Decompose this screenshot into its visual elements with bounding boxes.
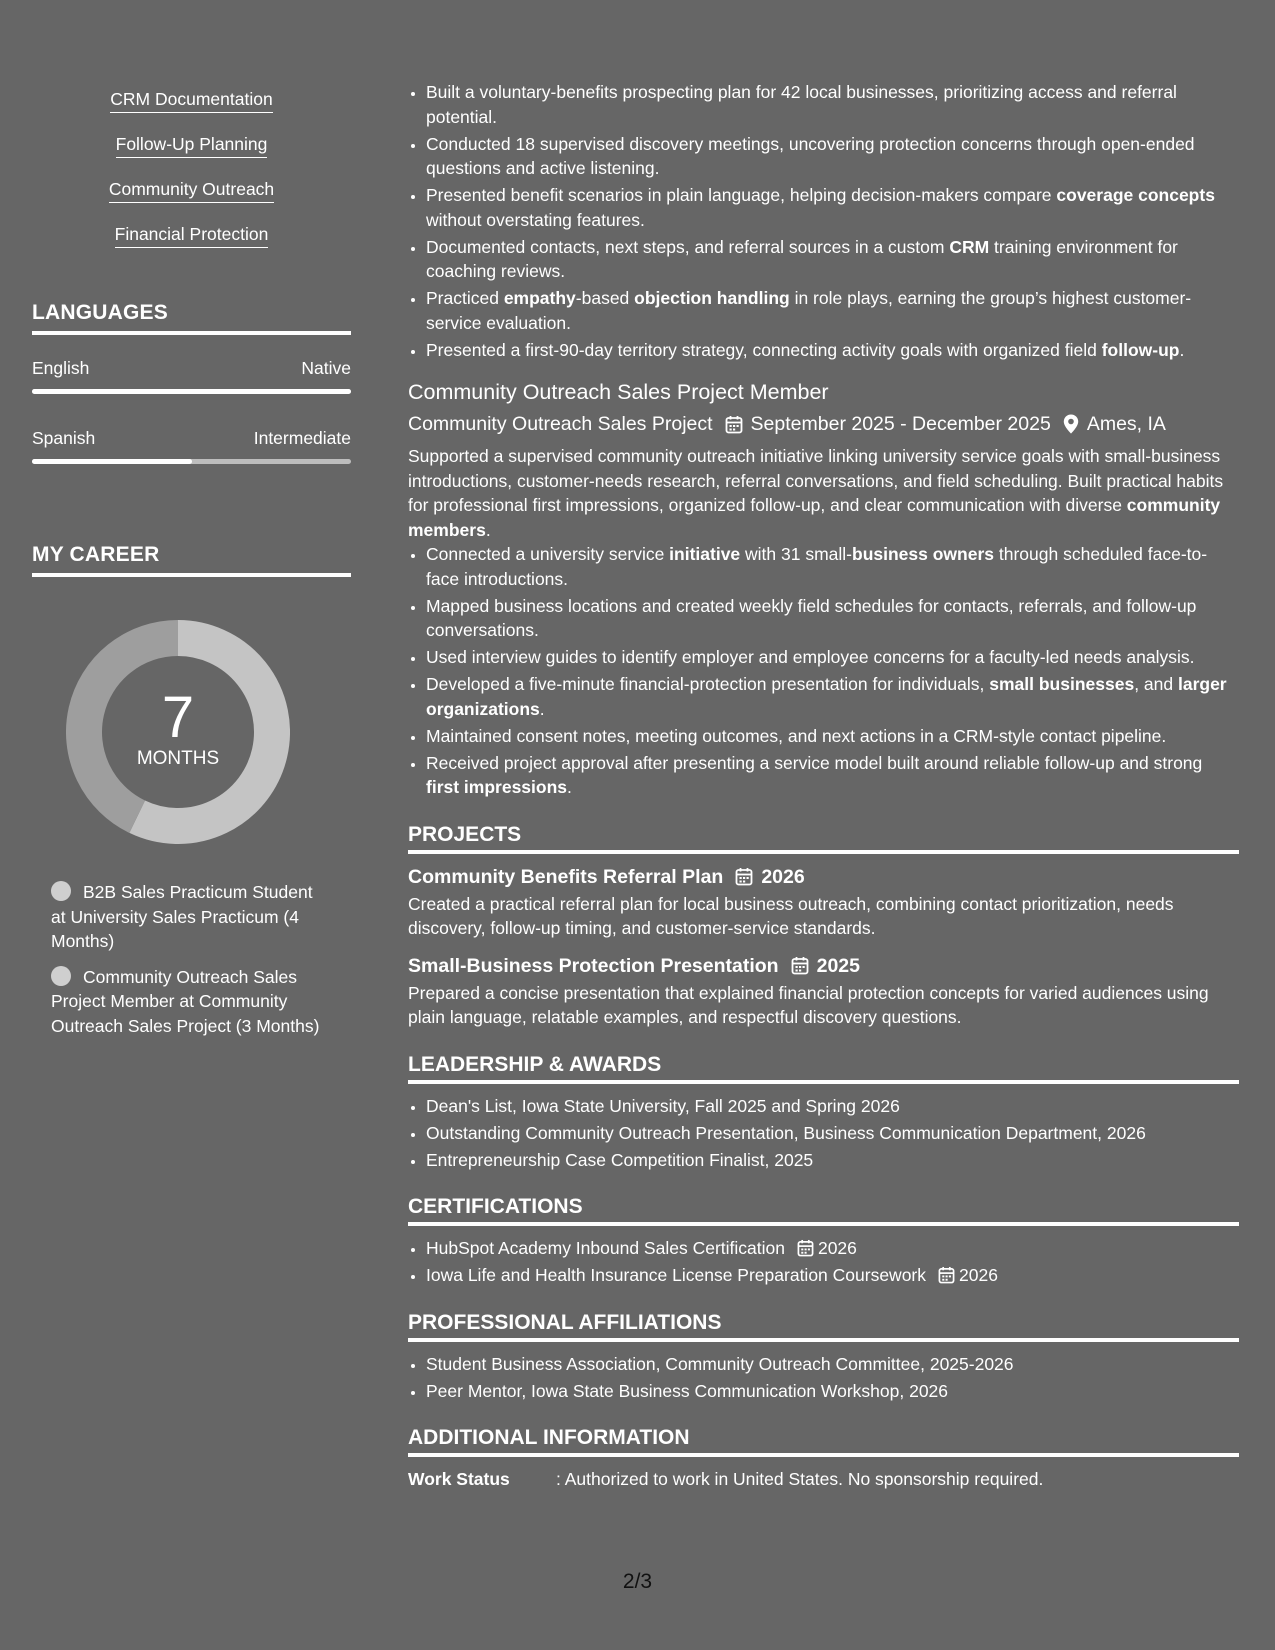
languages-heading: LANGUAGES	[32, 301, 351, 335]
project-title: Community Benefits Referral Plan	[408, 865, 724, 888]
work-status-value: : Authorized to work in United States. No sponsorship required.	[556, 1469, 1044, 1489]
additional-heading: ADDITIONAL INFORMATION	[408, 1425, 1239, 1457]
language-level: Native	[301, 358, 351, 378]
calendar-icon	[797, 1239, 814, 1257]
affiliations-heading: PROFESSIONAL AFFILIATIONS	[408, 1310, 1239, 1342]
award-item: • Entrepreneurship Case Competition Finalist, 2025	[426, 1148, 1239, 1173]
career-item: Community Outreach Sales Project Member at Community Outreach Sales Project (3 Months)	[51, 966, 320, 1036]
awards-list	[408, 1094, 1239, 1173]
location-pin-icon	[1063, 414, 1079, 434]
certifications-heading: CERTIFICATIONS	[408, 1194, 1239, 1226]
calendar-icon	[791, 956, 809, 975]
company-name: Community Outreach Sales Project	[408, 413, 713, 435]
page-number: 2/3	[622, 1570, 653, 1593]
project-year: 2025	[816, 954, 860, 977]
calendar-icon	[938, 1266, 955, 1284]
work-status-row	[408, 1467, 1239, 1492]
bullet-item: • Received project approval after presenting a service model built around reliable follow-up and strong first impressions.	[426, 751, 1239, 800]
language-level: Intermediate	[253, 428, 351, 448]
language-spanish	[32, 428, 351, 464]
affiliation-item: • Peer Mentor, Iowa State Business Communication Workshop, 2026	[426, 1379, 1239, 1404]
skill-tag: Financial Protection	[115, 223, 269, 248]
projects-heading: PROJECTS	[408, 822, 1239, 854]
skill-tag: Follow-Up Planning	[116, 133, 268, 158]
bullet-item: • Mapped business locations and created weekly field schedules for contacts, referrals, and follow-up conversations.	[426, 594, 1239, 643]
career-total-months: 7	[161, 685, 195, 750]
calendar-icon	[725, 415, 743, 434]
certification-year: 2026	[959, 1265, 998, 1285]
bullet-item: • Used interview guides to identify employer and employee concerns for a faculty-led needs analysis.	[426, 645, 1239, 670]
job-summary: Supported a supervised community outreach initiative linking university service goals with small-business introductions, customer-needs research, referral conversations, and field scheduling. Built practical habits for professional first impressions, organized follow-up, and clear communication with diverse community members.	[408, 446, 1224, 540]
legend-dot	[51, 881, 71, 901]
project-item	[408, 953, 1239, 1030]
job-location: Ames, IA	[1086, 413, 1166, 435]
bullet-item: • Presented benefit scenarios in plain language, helping decision-makers compare coverage concepts without overstating features.	[426, 183, 1239, 232]
project-description: Prepared a concise presentation that explained financial protection concepts for varied audiences using plain language, relatable examples, and respectful discovery questions.	[408, 982, 1209, 1027]
work-status-label: Work Status	[408, 1469, 510, 1489]
bullet-item: • Connected a university service initiative with 31 small-business owners through scheduled face-to-face introductions.	[426, 542, 1239, 591]
bullet-item: • Practiced empathy-based objection handling in role plays, earning the group’s highest customer-service evaluation.	[426, 286, 1239, 335]
project-item	[408, 864, 1239, 941]
job-dates: September 2025 - December 2025	[750, 413, 1051, 435]
career-heading: MY CAREER	[32, 543, 351, 577]
project-description: Created a practical referral plan for local business outreach, combining contact prioritization, needs discovery, follow-up timing, and customer-service standards.	[408, 893, 1174, 938]
affiliation-item: • Student Business Association, Community Outreach Committee, 2025-2026	[426, 1352, 1239, 1377]
certifications-list	[408, 1236, 1239, 1288]
certification-year: 2026	[817, 1238, 857, 1258]
certification-item: • HubSpot Academy Inbound Sales Certification 2026	[426, 1236, 1239, 1261]
legend-dot	[51, 966, 71, 986]
affiliations-list	[408, 1352, 1239, 1404]
language-name: Spanish	[32, 428, 96, 448]
project-title: Small-Business Protection Presentation	[408, 954, 779, 977]
award-item: • Outstanding Community Outreach Presentation, Business Communication Department, 2026	[426, 1121, 1239, 1146]
language-proficiency-bar	[32, 459, 351, 464]
certification-item: • Iowa Life and Health Insurance License Preparation Coursework 2026	[426, 1263, 1239, 1288]
career-item: B2B Sales Practicum Student at University Sales Practicum (4 Months)	[51, 882, 313, 951]
bullet-item: • Documented contacts, next steps, and referral sources in a custom CRM training environment for coaching reviews.	[426, 235, 1239, 284]
career-list	[51, 880, 321, 1049]
main-content	[408, 80, 1239, 1492]
bullet-item: • Developed a five-minute financial-protection presentation for individuals, small businesses, and larger organizations.	[426, 672, 1239, 721]
skill-tag: Community Outreach	[109, 178, 274, 203]
awards-heading: LEADERSHIP & AWARDS	[408, 1052, 1239, 1084]
bullet-item: • Built a voluntary-benefits prospecting plan for 42 local businesses, prioritizing access and referral potential.	[426, 80, 1239, 129]
career-donut-chart	[66, 620, 290, 844]
job-meta	[408, 410, 1239, 438]
calendar-icon	[735, 867, 753, 886]
bullet-item: • Maintained consent notes, meeting outcomes, and next actions in a CRM-style contact pipeline.	[426, 724, 1239, 749]
job-title: Community Outreach Sales Project Member	[408, 380, 829, 404]
career-total-unit: MONTHS	[136, 748, 220, 769]
bullet-item: • Conducted 18 supervised discovery meetings, uncovering protection concerns through open-ended questions and active listening.	[426, 132, 1239, 181]
bullet-item: • Presented a first-90-day territory strategy, connecting activity goals with organized field follow-up.	[426, 338, 1239, 363]
language-english	[32, 358, 351, 394]
language-name: English	[32, 358, 90, 378]
project-year: 2026	[761, 865, 805, 888]
award-item: • Dean's List, Iowa State University, Fall 2025 and Spring 2026	[426, 1094, 1239, 1119]
skills-list	[32, 88, 351, 268]
job1-bullets	[408, 80, 1239, 362]
skill-tag: CRM Documentation	[110, 88, 272, 113]
job2-bullets	[408, 542, 1239, 800]
language-proficiency-bar	[32, 389, 351, 394]
